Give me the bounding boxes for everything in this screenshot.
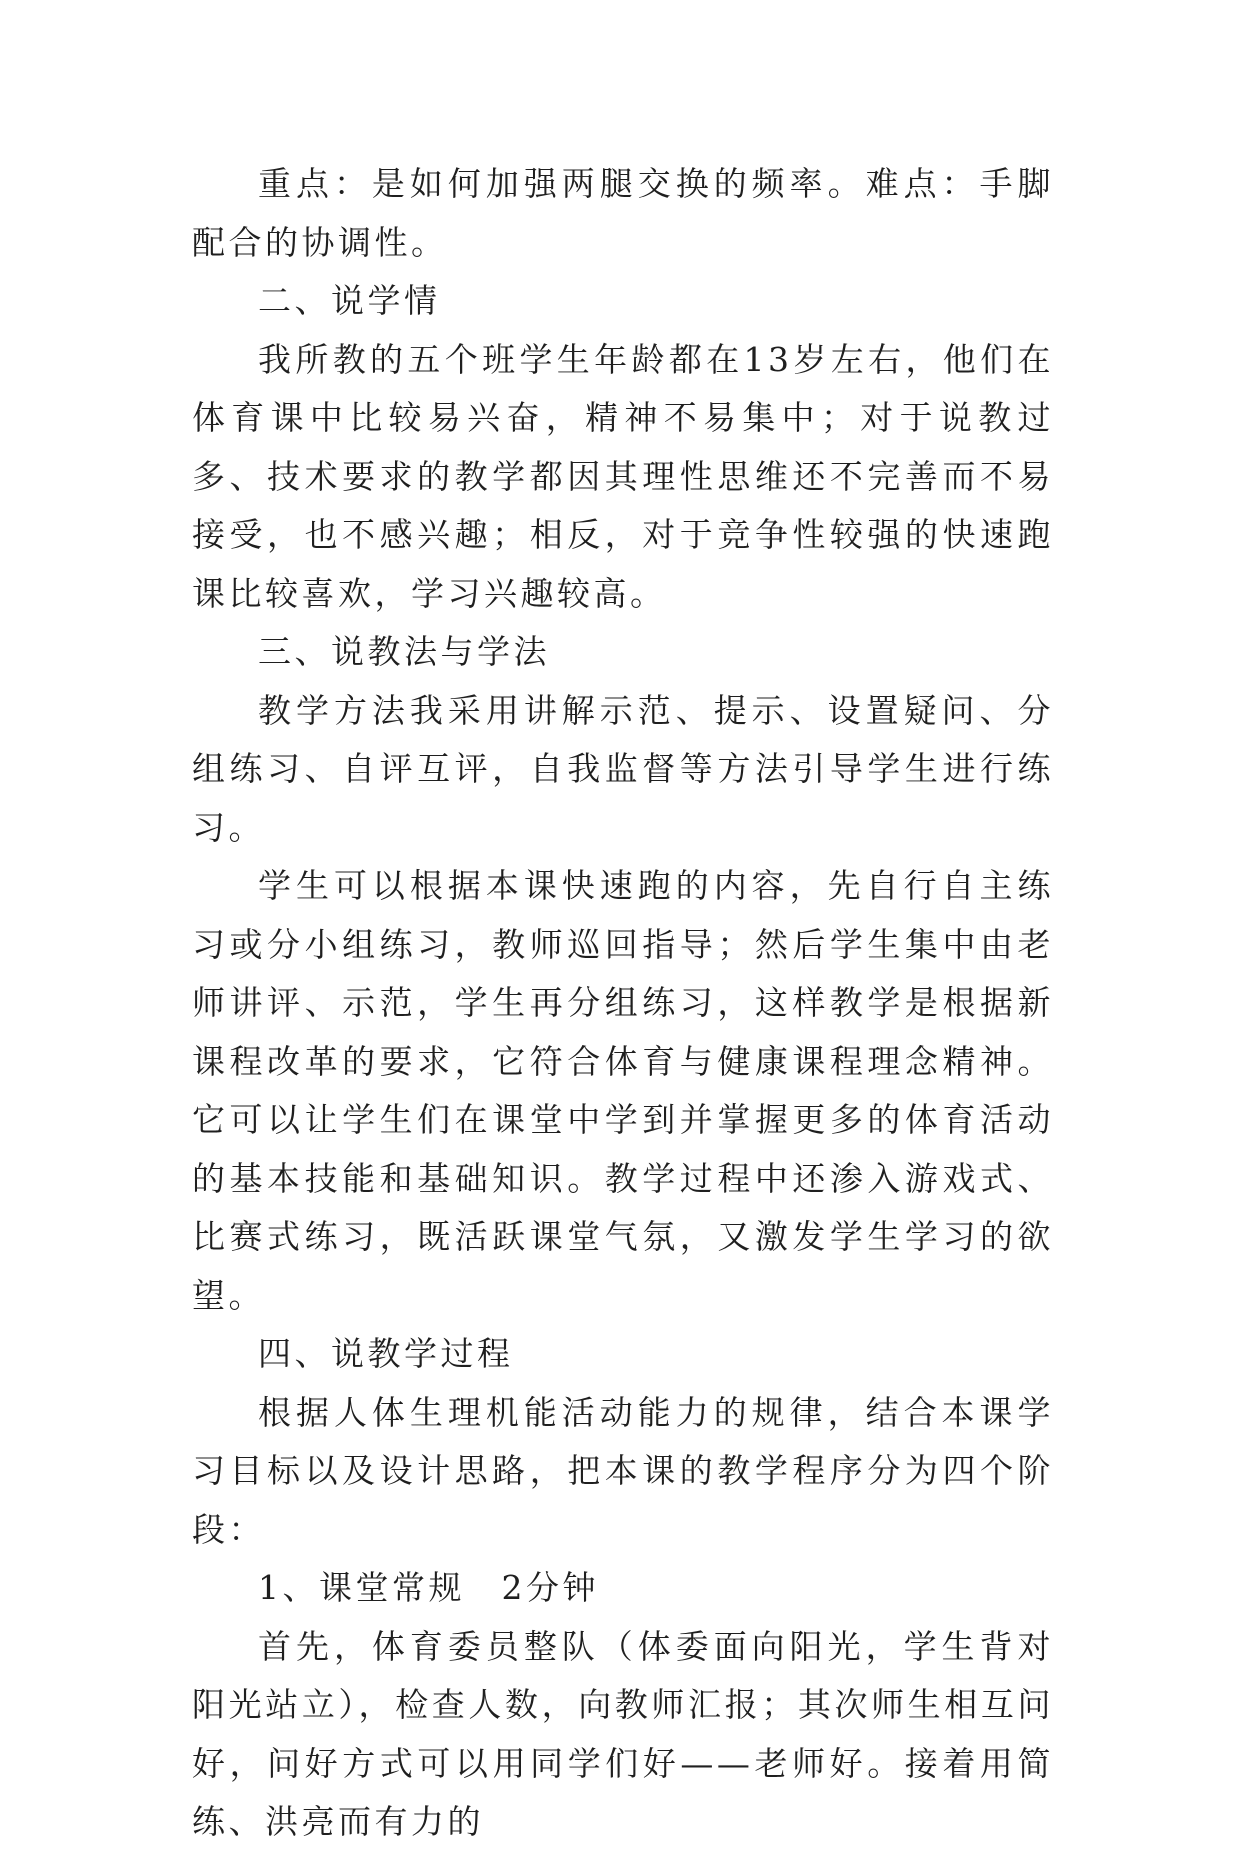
paragraph-key-points: 重点：是如何加强两腿交换的频率。难点：手脚配合的协调性。 [192, 164, 1054, 262]
heading-teaching-methods: 三、说教法与学法 [258, 632, 550, 671]
heading-class-routine: 1、课堂常规 2分钟 [258, 1568, 599, 1607]
paragraph-class-routine: 首先，体育委员整队（体委面向阳光，学生背对阳光站立），检查人数，向教师汇报；其次师生相互问好，问好方式可以用同学们好——老师好。接着用简练、洪亮而有力的 [192, 1626, 1054, 1841]
document-body [192, 155, 1054, 1852]
heading-student-analysis: 二、说学情 [258, 281, 441, 320]
paragraph-teaching-methods: 教学方法我采用讲解示范、提示、设置疑问、分组练习、自评互评，自我监督等方法引导学生进行练习。 [192, 690, 1054, 847]
heading-teaching-process: 四、说教学过程 [258, 1334, 514, 1373]
paragraph-learning-methods: 学生可以根据本课快速跑的内容，先自行自主练习或分小组练习，教师巡回指导；然后学生集中由老师讲评、示范，学生再分组练习，这样教学是根据新课程改革的要求，它符合体育与健康课程理念精神。它可以让学生们在课堂中学到并掌握更多的体育活动的基本技能和基础知识。教学过程中还渗入游戏式、比赛式练习，既活跃课堂气氛，又激发学生学习的欲望。 [192, 866, 1054, 1315]
paragraph-teaching-stages: 根据人体生理机能活动能力的规律，结合本课学习目标以及设计思路，把本课的教学程序分为四个阶段： [192, 1392, 1054, 1549]
paragraph-student-analysis: 我所教的五个班学生年龄都在13岁左右，他们在体育课中比较易兴奋，精神不易集中；对于说教过多、技术要求的教学都因其理性思维还不完善而不易接受，也不感兴趣；相反，对于竞争性较强的快速跑课比较喜欢，学习兴趣较高。 [192, 339, 1054, 613]
